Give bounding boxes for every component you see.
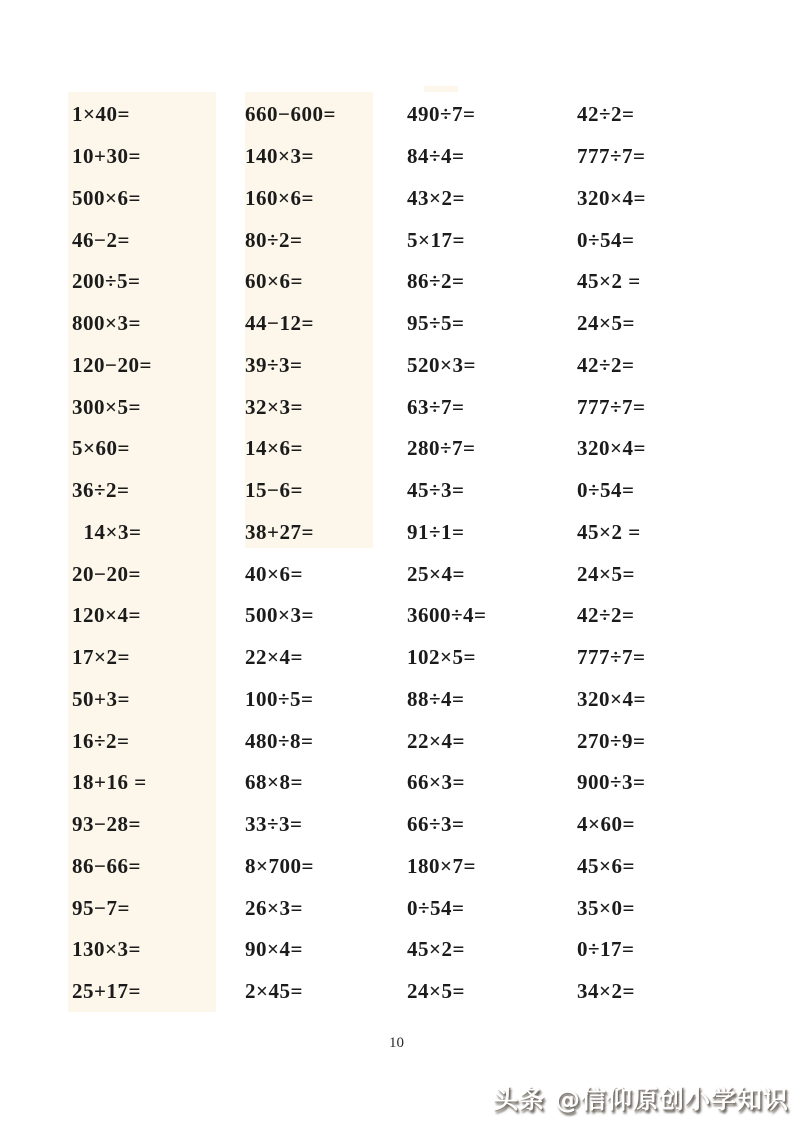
problem-cell: 66÷3=: [407, 812, 465, 837]
problem-cell: 80÷2=: [245, 227, 303, 252]
problem-cell: 35×0=: [577, 895, 635, 920]
problem-cell: 140×3=: [245, 144, 314, 169]
problem-row: [72, 679, 787, 721]
problem-row: [72, 512, 787, 554]
problem-row: [72, 553, 787, 595]
problem-cell: 26×3=: [245, 895, 303, 920]
problem-cell: 25×4=: [407, 561, 465, 586]
problem-cell: 22×4=: [245, 645, 303, 670]
problem-row: [72, 470, 787, 512]
problem-cell: 130×3=: [72, 937, 141, 962]
problem-cell: 45×2 =: [577, 519, 641, 544]
problem-cell: 0÷17=: [577, 937, 635, 962]
problem-row: [72, 846, 787, 888]
problem-cell: 84÷4=: [407, 144, 465, 169]
problem-cell: 95÷5=: [407, 311, 465, 336]
problem-cell: 300×5=: [72, 394, 141, 419]
problem-cell: 36÷2=: [72, 478, 130, 503]
problem-cell: 200÷5=: [72, 269, 141, 294]
column-highlight-sliver: [424, 86, 458, 92]
problem-cell: 42÷2=: [577, 603, 635, 628]
problem-cell: 86−66=: [72, 853, 141, 878]
problem-cell: 4×60=: [577, 812, 635, 837]
problem-row: [72, 428, 787, 470]
problem-cell: 0÷54=: [407, 895, 465, 920]
problem-cell: 32×3=: [245, 394, 303, 419]
problem-cell: 180×7=: [407, 853, 476, 878]
problem-cell: 24×5=: [577, 311, 635, 336]
problem-cell: 45÷3=: [407, 478, 465, 503]
problem-cell: 93−28=: [72, 812, 141, 837]
problem-row: [72, 261, 787, 303]
problem-cell: 42÷2=: [577, 352, 635, 377]
problem-cell: 0÷54=: [577, 478, 635, 503]
problem-cell: 14×3=: [72, 519, 142, 544]
problem-cell: 45×6=: [577, 853, 635, 878]
problem-row: [72, 720, 787, 762]
problem-cell: 50+3=: [72, 686, 130, 711]
problem-cell: 16÷2=: [72, 728, 130, 753]
problem-cell: 45×2 =: [577, 269, 641, 294]
problem-cell: 320×4=: [577, 686, 646, 711]
problem-cell: 2×45=: [245, 979, 303, 1004]
problem-cell: 25+17=: [72, 979, 141, 1004]
problem-cell: 17×2=: [72, 645, 130, 670]
problem-cell: 777÷7=: [577, 144, 646, 169]
problem-row: [72, 303, 787, 345]
problem-cell: 500×6=: [72, 185, 141, 210]
problem-cell: 95−7=: [72, 895, 130, 920]
problem-row: [72, 386, 787, 428]
problem-cell: 320×4=: [577, 185, 646, 210]
problem-cell: 34×2=: [577, 979, 635, 1004]
problem-cell: 320×4=: [577, 436, 646, 461]
problem-cell: 15−6=: [245, 478, 303, 503]
problem-cell: 42÷2=: [577, 102, 635, 127]
problem-cell: 68×8=: [245, 770, 303, 795]
problem-cell: 120×4=: [72, 603, 141, 628]
problem-cell: 88÷4=: [407, 686, 465, 711]
problem-cell: 900÷3=: [577, 770, 646, 795]
problem-cell: 43×2=: [407, 185, 465, 210]
problem-cell: 270÷9=: [577, 728, 646, 753]
problem-cell: 0÷54=: [577, 227, 635, 252]
problem-row: [72, 971, 787, 1013]
problem-row: [72, 637, 787, 679]
problem-row: [72, 595, 787, 637]
watermark: 头条 @信仰原创小学知识: [493, 1085, 789, 1114]
problem-row: [72, 94, 787, 136]
problem-row: [72, 219, 787, 261]
problem-cell: 86÷2=: [407, 269, 465, 294]
problem-cell: 500×3=: [245, 603, 314, 628]
problem-row: [72, 804, 787, 846]
problem-cell: 777÷7=: [577, 394, 646, 419]
problem-cell: 480÷8=: [245, 728, 314, 753]
problem-cell: 60×6=: [245, 269, 303, 294]
problem-cell: 660−600=: [245, 102, 336, 127]
problem-cell: 18+16 =: [72, 770, 147, 795]
problem-cell: 38+27=: [245, 519, 314, 544]
problem-cell: 160×6=: [245, 185, 314, 210]
problem-cell: 120−20=: [72, 352, 152, 377]
page-number: 10: [389, 1035, 404, 1051]
problem-row: [72, 136, 787, 178]
problem-cell: 8×700=: [245, 853, 314, 878]
problem-row: [72, 887, 787, 929]
problem-cell: 91÷1=: [407, 519, 465, 544]
problem-row: [72, 345, 787, 387]
problem-cell: 3600÷4=: [407, 603, 487, 628]
problems-grid: [72, 94, 787, 1013]
problem-cell: 39÷3=: [245, 352, 303, 377]
problem-cell: 1×40=: [72, 102, 130, 127]
problem-cell: 40×6=: [245, 561, 303, 586]
problem-cell: 90×4=: [245, 937, 303, 962]
problem-cell: 63÷7=: [407, 394, 465, 419]
problem-cell: 280÷7=: [407, 436, 476, 461]
problem-cell: 24×5=: [577, 561, 635, 586]
problem-row: [72, 762, 787, 804]
problem-cell: 5×17=: [407, 227, 465, 252]
problem-cell: 100÷5=: [245, 686, 314, 711]
problem-cell: 520×3=: [407, 352, 476, 377]
problem-cell: 24×5=: [407, 979, 465, 1004]
problem-cell: 14×6=: [245, 436, 303, 461]
problem-cell: 800×3=: [72, 311, 141, 336]
problem-cell: 10+30=: [72, 144, 141, 169]
problem-cell: 66×3=: [407, 770, 465, 795]
problem-cell: 777÷7=: [577, 645, 646, 670]
problem-cell: 33÷3=: [245, 812, 303, 837]
problem-cell: 44−12=: [245, 311, 314, 336]
problem-cell: 45×2=: [407, 937, 465, 962]
problem-cell: 22×4=: [407, 728, 465, 753]
problem-cell: 490÷7=: [407, 102, 476, 127]
problem-cell: 102×5=: [407, 645, 476, 670]
problem-row: [72, 178, 787, 220]
problem-row: [72, 929, 787, 971]
problem-cell: 5×60=: [72, 436, 130, 461]
problem-cell: 46−2=: [72, 227, 130, 252]
problem-cell: 20−20=: [72, 561, 141, 586]
